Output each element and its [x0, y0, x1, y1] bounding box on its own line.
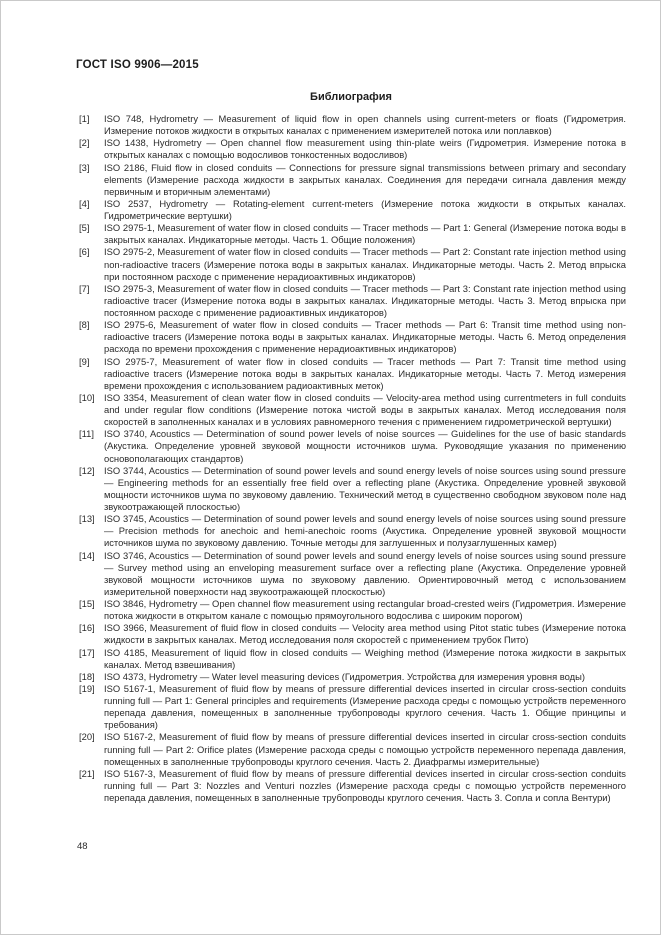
reference-number: [9]: [79, 355, 90, 367]
reference-number: [4]: [79, 197, 90, 209]
reference-text: ISO 3354, Measurement of clean water flow in closed conduits — Velocity-area method using currentmeters in full conduits and under regular flow conditions (Измерение потока чистой воды в закрытых каналах. Метод исследования поля скоростей в заполненных каналах и в условиях равномерного течения с применением гидрометрической вертушки): [104, 391, 626, 428]
reference-item: [79, 319, 626, 355]
reference-text: ISO 2975-7, Measurement of water flow in closed conduits — Tracer methods — Part 7: Transit time method using radioactive tracers (Измерение потока воды в закрытых каналах. Индикаторные методы. Часть 7. Метод измерения времени прохождения с использованием радиоактивных меток): [104, 355, 626, 391]
document-standard-number: ГОСТ ISO 9906—2015: [76, 59, 199, 71]
reference-number: [11]: [79, 428, 94, 440]
reference-number: [18]: [79, 670, 95, 682]
reference-number: [6]: [79, 246, 90, 258]
reference-number: [17]: [79, 646, 95, 658]
reference-number: [8]: [79, 319, 90, 331]
reference-number: [5]: [79, 222, 90, 234]
reference-number: [13]: [79, 513, 95, 525]
reference-text: ISO 5167-2, Measurement of fluid flow by means of pressure differential devices inserted in circular cross-section conduits running full — Part 2: Orifice plates (Измерение расхода среды с помощью устройств переменного перепада давления, помещенных в заполненные трубопроводы круглого сечения. Часть 2. Диафрагмы измерительные): [104, 731, 626, 767]
reference-number: [12]: [79, 464, 95, 476]
reference-number: [14]: [79, 549, 95, 561]
reference-item: [79, 246, 626, 282]
reference-number: [2]: [79, 137, 90, 149]
reference-item: [79, 283, 626, 319]
reference-text: ISO 4373, Hydrometry — Water level measuring devices (Гидрометрия. Устройства для измерения уровня воды): [104, 670, 585, 682]
reference-number: [1]: [79, 113, 90, 124]
reference-text: ISO 2537, Hydrometry — Rotating-element current-meters (Измерение потока жидкости в открытых каналах. Гидрометрические вертушки): [104, 197, 626, 221]
reference-item: [79, 731, 626, 767]
reference-number: [3]: [79, 161, 90, 173]
reference-text: ISO 5167-1, Measurement of fluid flow by means of pressure differential devices inserted in circular cross-section conduits running full — Part 1: General principles and requirements (Измерение расхода среды с помощью устройств переменного перепада давления, помещенных в заполненные трубопроводы круглого сечения. Часть 1. Общие принципы и требования): [104, 682, 626, 731]
reference-text: ISO 2975-6, Measurement of water flow in closed conduits — Tracer methods — Part 6: Transit time method using non-radioactive tracers (Измерение потока воды в закрытых каналах. Индикаторные методы. Часть 6. Метод определения расхода по времени прохождения с применение нерадиоактивных индикаторов): [104, 319, 626, 355]
reference-item: [79, 550, 626, 599]
reference-item: [79, 222, 626, 246]
reference-text: ISO 2975-1, Measurement of water flow in closed conduits — Tracer methods — Part 1: General (Измерение потока воды в закрытых каналах. Индикаторные методы. Часть 1. Общие положения): [104, 222, 626, 246]
reference-text: ISO 3744, Acoustics — Determination of sound power levels and sound energy levels of noise sources using sound pressure — Engineering methods for an essentially free field over a reflecting plane (Акустика. Определение уровней звуковой мощности источников шума по звуковому давлению. Технический метод в существенно свободном звуковом поле над звукоотражающей плоскостью): [104, 464, 626, 512]
reference-number: [10]: [79, 391, 95, 403]
reference-number: [21]: [79, 767, 95, 779]
reference-text: ISO 1438, Hydrometry — Open channel flow measurement using thin-plate weirs (Гидрометрия. Измерение потока в открытых каналах с помощью водосливов тонкостенных водосливов): [104, 137, 626, 161]
reference-text: ISO 748, Hydrometry — Measurement of liquid flow in open channels using current-meters or floats (Гидрометрия. Измерение потоков жидкости в открытых каналах с применением измерителей потока или поплавков): [104, 113, 626, 137]
reference-item: [79, 356, 626, 392]
reference-item: [79, 622, 626, 646]
reference-item: [79, 162, 626, 198]
reference-number: [20]: [79, 731, 95, 743]
references-list: [79, 113, 626, 804]
reference-item: [79, 198, 626, 222]
reference-item: [79, 465, 626, 514]
reference-item: [79, 598, 626, 622]
reference-number: [16]: [79, 622, 95, 634]
reference-text: ISO 2975-3, Measurement of water flow in closed conduits — Tracer methods — Part 3: Constant rate injection method using radioactive tracer (Измерение потока воды в закрытых каналах. Индикаторные методы. Часть 3. Метод впрыска при постоянном расходе с применение радиоактивных индикаторов): [104, 282, 626, 318]
reference-item: [79, 513, 626, 549]
reference-text: ISO 2186, Fluid flow in closed conduits — Connections for pressure signal transmissions between primary and secondary elements (Измерение расхода жидкости в закрытых каналах. Соединения для передачи сигнала давления между первичным и вторичным элементами): [104, 161, 626, 197]
reference-text: ISO 2975-2, Measurement of water flow in closed conduits — Tracer methods — Part 2: Constant rate injection method using non-radioactive tracers (Измерение потока воды в закрытых каналах. Индикаторные методы. Часть 2. Метод впрыска при постоянном расходе с применение нерадиоактивных индикаторов): [104, 246, 626, 282]
reference-item: [79, 392, 626, 428]
reference-text: ISO 4185, Measurement of liquid flow in closed conduits — Weighing method (Измерение потока жидкости в закрытых каналах. Метод взвешивания): [104, 646, 626, 670]
reference-item: [79, 428, 626, 464]
reference-text: ISO 5167-3, Measurement of fluid flow by means of pressure differential devices inserted in circular cross-section conduits running full — Part 3: Nozzles and Venturi nozzles (Измерение расхода среды с помощью устройств переменного перепада давления, помещенных в заполненные трубопроводы круглого сечения. Часть 3. Сопла и сопла Вентури): [104, 767, 626, 803]
reference-number: [19]: [79, 682, 95, 694]
bibliography-title: Библиография: [310, 91, 392, 103]
reference-number: [7]: [79, 282, 90, 294]
reference-item: [79, 647, 626, 671]
reference-item: [79, 768, 626, 804]
reference-text: ISO 3746, Acoustics — Determination of sound power levels and sound energy levels of noise sources using sound pressure — Survey method using an enveloping measurement surface over a reflecting plane (Акустика. Определение уровней звуковой мощности источников шума по звуковому давлению. Ориентировочный метод с использованием измерительной поверхности над звукоотражающей плоскостью): [104, 549, 626, 597]
reference-item: [79, 113, 626, 137]
reference-text: ISO 3846, Hydrometry — Open channel flow measurement using rectangular broad-crested weirs (Гидрометрия. Измерение потока жидкости в открытом канале с помощью прямоугольного водослива с широким порогом): [104, 598, 626, 622]
reference-item: [79, 137, 626, 161]
reference-number: [15]: [79, 598, 95, 609]
reference-text: ISO 3745, Acoustics — Determination of sound power levels and sound energy levels of noise sources using sound pressure — Precision methods for anechoic and hemi-anechoic rooms (Акустика. Определение уровней звуковой мощности источников шума по звуковому давлению. Точные методы для заглушенных и полузаглушенных камер): [104, 513, 626, 549]
reference-item: [79, 671, 626, 683]
reference-item: [79, 683, 626, 732]
page-number: 48: [77, 841, 88, 852]
reference-text: ISO 3740, Acoustics — Determination of sound power levels of noise sources — Guidelines for the use of basic standards (Акустика. Определение уровней звуковой мощности источников шума. Руководящие указания по применению основополагающих стандартов): [104, 428, 626, 464]
reference-text: ISO 3966, Measurement of fluid flow in closed conduits — Velocity area method using Pitot static tubes (Измерение потока жидкости в закрытых каналах. Метод исследования поля скоростей с применением трубок Пито): [104, 622, 626, 646]
